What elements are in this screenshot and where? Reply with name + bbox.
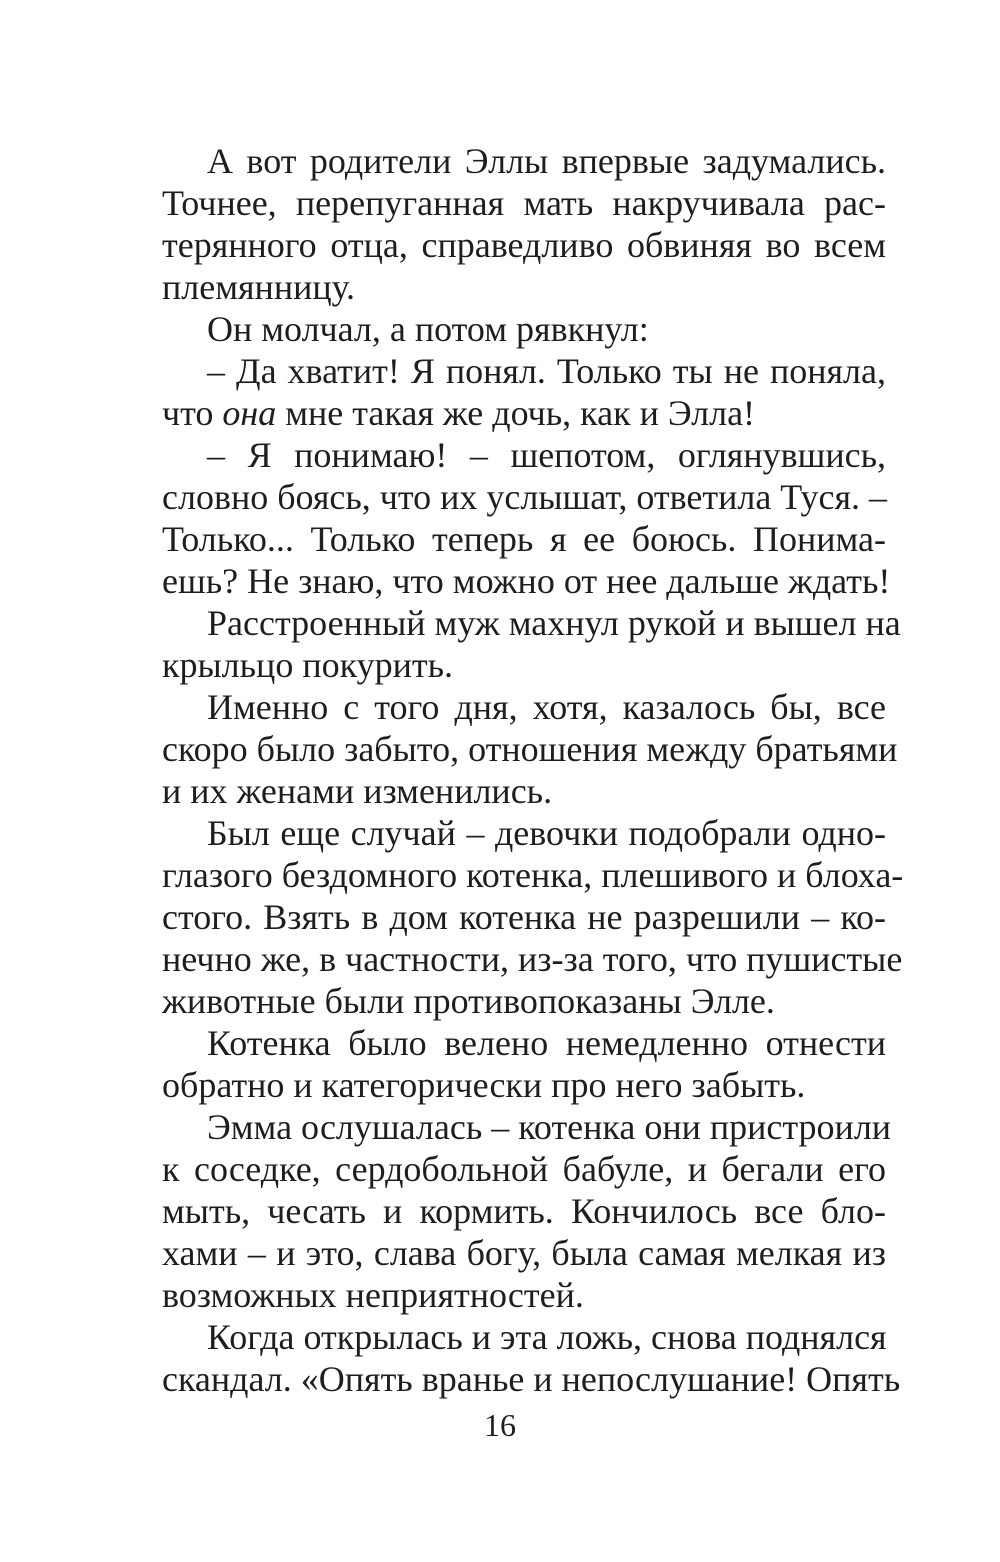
text-line: А вот родители Эллы впервые задумались. bbox=[207, 141, 886, 181]
text-line: глазого бездомного котенка, плешивого и блоха- bbox=[162, 855, 904, 895]
text-line: и их женами изменились. bbox=[162, 771, 553, 811]
text-line: хами – и это, слава богу, была самая мелкая из bbox=[162, 1233, 886, 1273]
text-line: возможных неприятностей. bbox=[162, 1275, 584, 1315]
text-line: терянного отца, справедливо обвиняя во всем bbox=[162, 225, 886, 265]
text-line: стого. Взять в дом котенка не разрешили – ко- bbox=[162, 897, 886, 937]
text-line: племянницу. bbox=[162, 267, 356, 307]
text-line: Эмма ослушалась – котенка они пристроили bbox=[207, 1107, 892, 1147]
text-line: – Я понимаю! – шепотом, оглянувшись, bbox=[207, 435, 886, 475]
text-line: словно боясь, что их услышат, ответила Туся. – bbox=[162, 477, 888, 517]
text-line: скандал. «Опять вранье и непослушание! Опять bbox=[162, 1359, 901, 1399]
text-line: обратно и категорически про него забыть. bbox=[162, 1065, 806, 1105]
page-number: 16 bbox=[484, 1407, 516, 1443]
text-line: к соседке, сердобольной бабуле, и бегали его bbox=[162, 1149, 886, 1189]
text-line: крыльцо покурить. bbox=[162, 645, 453, 685]
text-run: мне такая же дочь, как и Элла! bbox=[276, 393, 756, 433]
text-line: животные были противопоказаны Элле. bbox=[162, 981, 775, 1021]
text-line bbox=[162, 391, 886, 435]
text-line: Расстроенный муж махнул рукой и вышел на bbox=[207, 603, 901, 643]
text-line: Точнее, перепуганная мать накручивала рас- bbox=[162, 183, 886, 223]
text-line: – Да хватит! Я понял. Только ты не поняла, bbox=[207, 351, 886, 391]
text-line: мыть, чесать и кормить. Кончилось все бло- bbox=[162, 1191, 886, 1231]
text-line: Был еще случай – девочки подобрали одно- bbox=[207, 813, 886, 853]
text-line: скоро было забыто, отношения между братьями bbox=[162, 729, 898, 769]
italic-emphasis: она bbox=[222, 393, 277, 433]
text-line: Именно с того дня, хотя, казалось бы, все bbox=[207, 687, 886, 727]
text-line: ешь? Не знаю, что можно от нее дальше ждать! bbox=[162, 561, 891, 601]
text-line: Когда открылась и эта ложь, снова поднялся bbox=[207, 1317, 887, 1357]
text-run: что bbox=[162, 393, 223, 433]
text-line: Он молчал, а потом рявкнул: bbox=[207, 309, 649, 349]
text-line: нечно же, в частности, из-за того, что пушистые bbox=[162, 939, 903, 979]
text-line: Котенка было велено немедленно отнести bbox=[207, 1023, 886, 1063]
text-line: Только... Только теперь я ее боюсь. Понима- bbox=[162, 519, 886, 559]
